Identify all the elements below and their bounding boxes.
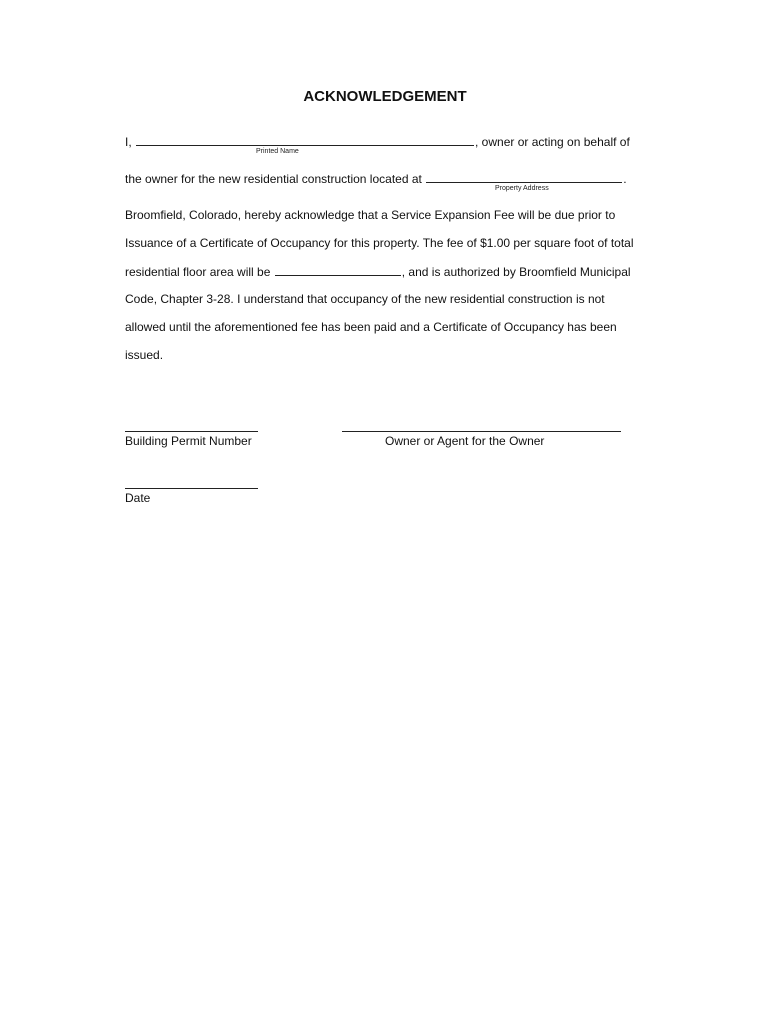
printed-name-field[interactable] <box>136 134 474 146</box>
building-permit-number-field[interactable] <box>125 431 258 432</box>
property-address-field[interactable] <box>426 171 622 183</box>
owner-signature-label: Owner or Agent for the Owner <box>385 434 545 448</box>
printed-name-line <box>125 134 630 149</box>
building-permit-number-label: Building Permit Number <box>125 434 252 448</box>
line2-suffix: . <box>623 172 627 186</box>
body-line-4: Issuance of a Certificate of Occupancy for this property. The fee of $1.00 per square foot of total <box>125 236 634 250</box>
owner-signature-field[interactable] <box>342 431 621 432</box>
property-address-caption: Property Address <box>495 185 549 192</box>
body-line-8: issued. <box>125 348 164 362</box>
document-title: ACKNOWLEDGEMENT <box>303 88 467 105</box>
line5-prefix: residential floor area will be <box>125 265 271 279</box>
line2-prefix: the owner for the new residential construction located at <box>125 172 422 186</box>
body-line-6: Code, Chapter 3-28. I understand that occupancy of the new residential construction is not <box>125 292 605 306</box>
date-label: Date <box>125 491 151 505</box>
line1-prefix: I, <box>125 135 132 149</box>
line1-suffix: , owner or acting on behalf of <box>475 135 630 149</box>
floor-area-line <box>125 264 631 279</box>
line5-suffix: , and is authorized by Broomfield Municipal <box>401 265 631 279</box>
property-address-line <box>125 171 627 186</box>
floor-area-field[interactable] <box>275 264 401 276</box>
printed-name-caption: Printed Name <box>256 148 299 155</box>
body-line-3: Broomfield, Colorado, hereby acknowledge that a Service Expansion Fee will be due prior to <box>125 208 616 222</box>
body-line-7: allowed until the aforementioned fee has been paid and a Certificate of Occupancy has been <box>125 320 617 334</box>
date-field[interactable] <box>125 488 258 489</box>
